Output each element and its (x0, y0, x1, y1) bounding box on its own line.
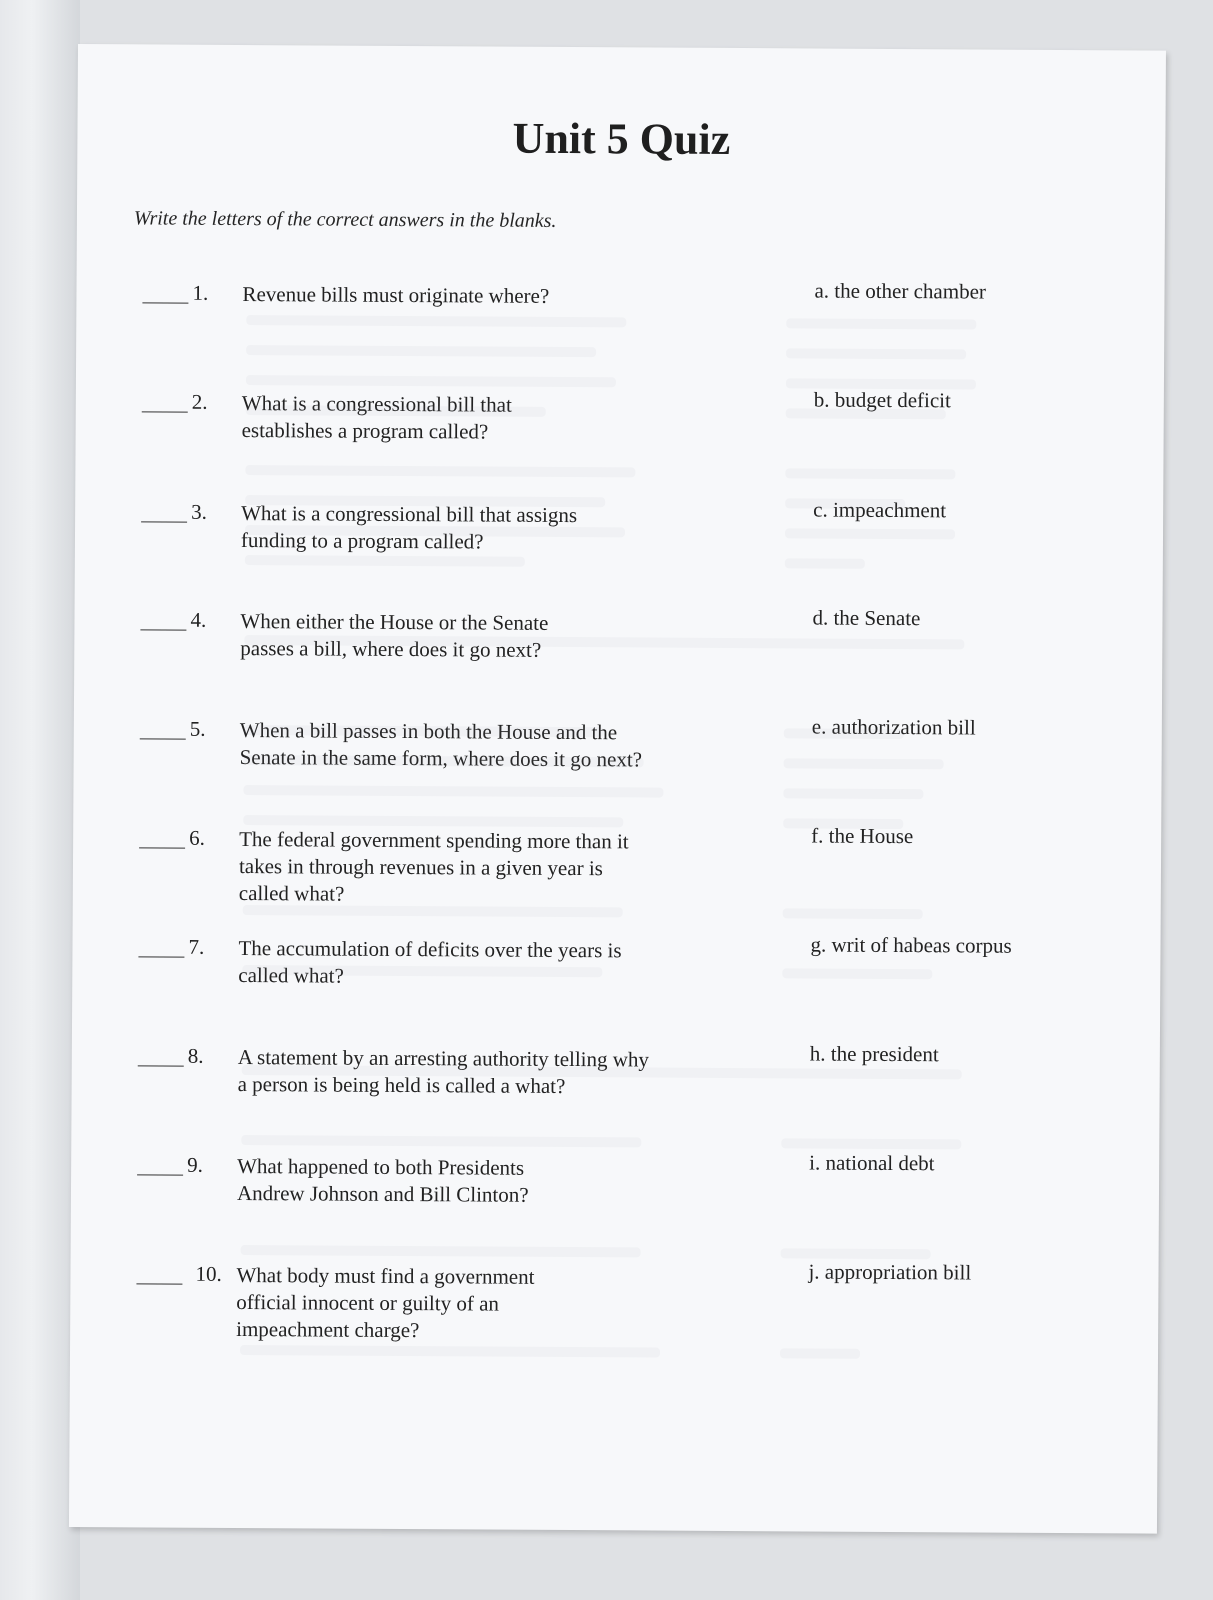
question-row (75, 497, 1163, 554)
bleed-through-line (243, 905, 623, 917)
bleed-through-line (246, 345, 596, 357)
question-row (77, 278, 1165, 308)
question-text: The federal government spending more than it takes in through revenues in a given year is called what? (238, 826, 629, 906)
answer-blank[interactable] (142, 280, 188, 303)
bleed-through-line (781, 1248, 931, 1259)
answer-blank[interactable] (142, 389, 188, 412)
answer-option: a. the other chamber (814, 278, 986, 304)
answer-option: f. the House (811, 823, 914, 849)
answer-option: b. budget deficit (813, 387, 951, 413)
answer-option: e. authorization bill (811, 714, 976, 740)
answer-option: g. writ of habeas corpus (810, 932, 1012, 958)
facing-page-edge (0, 0, 80, 1600)
instructions: Write the letters of the correct answers in the blanks. (133, 207, 557, 232)
question-number: 10. (195, 1261, 222, 1286)
bleed-through-line (246, 315, 626, 327)
question-number: 7. (188, 934, 205, 959)
bleed-through-line (780, 1348, 860, 1358)
question-row (75, 605, 1163, 662)
answer-blank[interactable] (136, 1261, 182, 1284)
bleed-through-line (241, 1245, 641, 1257)
question-row (74, 714, 1162, 772)
bleed-through-line (784, 728, 904, 739)
answer-blank[interactable] (138, 1043, 184, 1066)
bleed-through-line (783, 788, 923, 799)
bleed-through-line (246, 405, 546, 417)
bleed-through-line (782, 968, 932, 979)
answer-blank[interactable] (140, 716, 186, 739)
answer-blank[interactable] (141, 499, 187, 522)
question-text: The accumulation of deficits over the years is called what? (238, 935, 622, 988)
question-text: What is a congressional bill that assigns funding to a program called? (240, 501, 578, 554)
question-number: 3. (191, 499, 207, 524)
question-text: What body must find a government official innocent or guilty of an impeachment charge? (236, 1262, 535, 1343)
page-title: Unit 5 Quiz (512, 113, 731, 164)
bleed-through-line (243, 785, 663, 798)
bleed-through-line (785, 558, 865, 568)
bleed-through-line (240, 1345, 660, 1358)
question-row (71, 1259, 1159, 1343)
bleed-through-line (783, 908, 923, 919)
answer-blank[interactable] (140, 607, 186, 630)
answer-blank[interactable] (138, 934, 184, 957)
question-row (76, 387, 1164, 444)
question-row (72, 1041, 1160, 1098)
bleed-through-line (781, 1138, 961, 1149)
question-text: When a bill passes in both the House and the Senate in the same form, where does it go next? (239, 718, 643, 772)
question-row (73, 932, 1161, 988)
bleed-through-line (245, 555, 525, 567)
question-text: Revenue bills must originate where? (242, 282, 550, 308)
bleed-through-line (786, 378, 976, 389)
question-text: A statement by an arresting authority telling why a person is being held is called a what? (237, 1044, 650, 1098)
question-number: 1. (192, 280, 209, 305)
question-number: 4. (190, 607, 207, 632)
answer-option: d. the Senate (812, 605, 921, 631)
bleed-through-line (783, 818, 903, 829)
question-text: What is a congressional bill that establishes a program called? (241, 391, 512, 444)
question-number: 9. (187, 1152, 203, 1177)
bleed-through-line (784, 758, 944, 769)
answer-option: i. national debt (809, 1150, 935, 1176)
quiz-page (69, 44, 1166, 1534)
answer-option: h. the president (809, 1041, 939, 1067)
bleed-through-line (785, 468, 955, 479)
answer-blank[interactable] (139, 825, 185, 848)
bleed-through-line (241, 1135, 641, 1147)
bleed-through-line (245, 465, 635, 477)
question-number: 6. (189, 825, 205, 850)
bleed-through-line (785, 528, 955, 539)
question-row (71, 1150, 1159, 1207)
bleed-through-line (786, 348, 966, 359)
question-number: 2. (191, 389, 208, 414)
question-number: 5. (189, 716, 206, 741)
bleed-through-line (785, 498, 905, 509)
bleed-through-line (786, 318, 976, 329)
question-text: When either the House or the Senate passes a bill, where does it go next? (240, 609, 549, 662)
question-text: What happened to both Presidents Andrew Johnson and Bill Clinton? (236, 1153, 529, 1207)
answer-option: c. impeachment (813, 497, 947, 523)
bleed-through-line (786, 408, 946, 419)
bleed-through-line (246, 375, 616, 387)
question-number: 8. (187, 1043, 204, 1068)
answer-option: j. appropriation bill (808, 1259, 972, 1285)
answer-blank[interactable] (137, 1152, 183, 1175)
